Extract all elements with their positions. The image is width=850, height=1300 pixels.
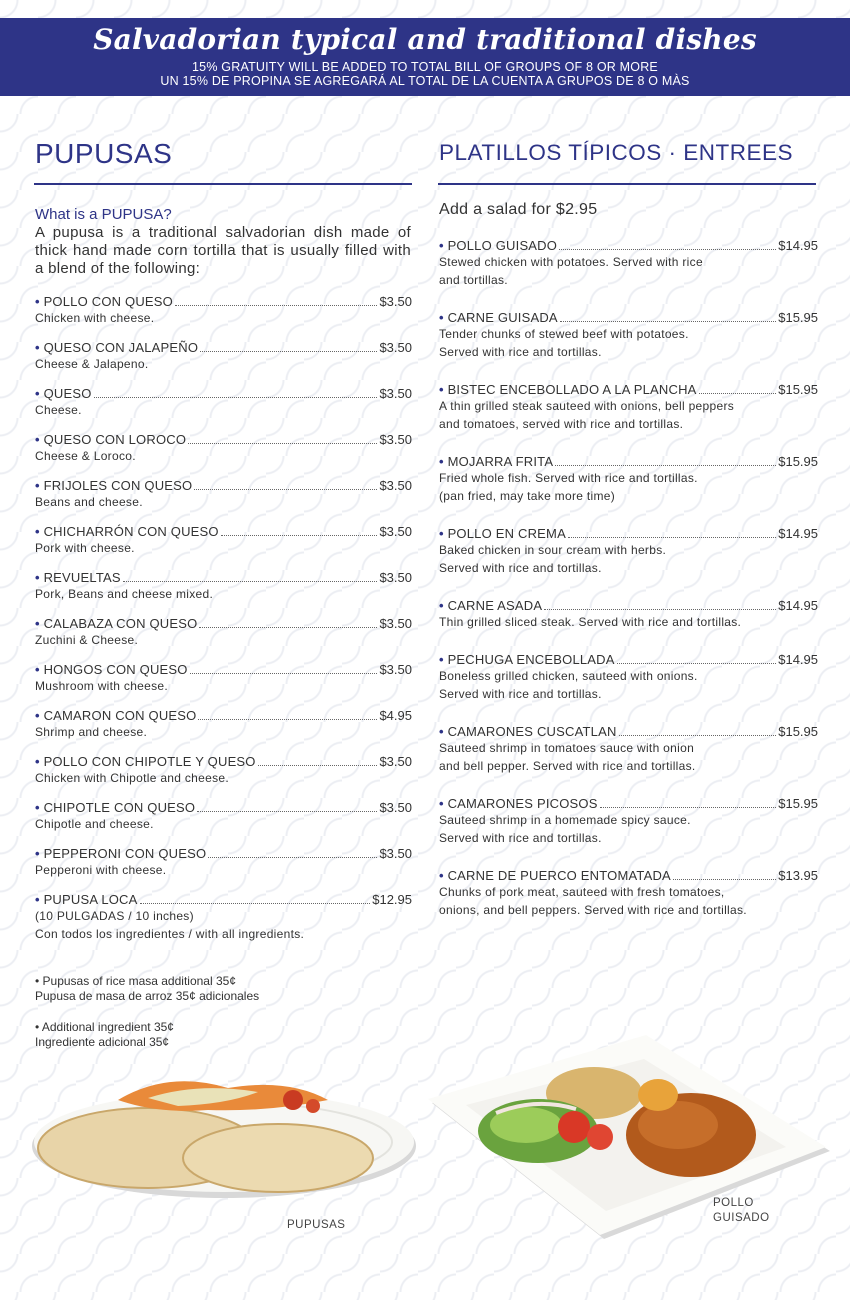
header-banner [0, 18, 850, 96]
menu-item [439, 238, 818, 289]
tomato-sauce [283, 1090, 303, 1110]
menu-item-line [35, 662, 412, 677]
menu-item-line [439, 724, 818, 739]
menu-item-name: CARNE ASADA [447, 598, 543, 613]
menu-item [35, 386, 412, 419]
menu-item [439, 868, 818, 919]
menu-item [35, 432, 412, 465]
menu-item-price: $14.95 [778, 238, 818, 253]
menu-item [35, 478, 412, 511]
menu-item-description: Shrimp and cheese. [35, 725, 148, 739]
pupusas-section [35, 138, 412, 1058]
bullet-icon: • [35, 386, 40, 401]
menu-item [439, 382, 818, 433]
menu-item-name: CAMARONES PICOSOS [447, 796, 598, 811]
menu-item-line [439, 238, 818, 253]
pupusas-photo-caption: PUPUSAS [287, 1219, 346, 1231]
pupusas-title: PUPUSAS [35, 138, 173, 169]
menu-item [439, 454, 818, 505]
pupusas-photo [28, 1070, 420, 1205]
tomato-slice-1 [558, 1111, 590, 1143]
dot-leader [140, 903, 371, 904]
menu-item-description: Chicken with cheese. [35, 311, 155, 325]
bullet-icon: • [35, 616, 40, 631]
menu-item [35, 294, 412, 327]
bullet-icon: • [439, 454, 444, 469]
pollo-guisado-photo [426, 1035, 834, 1240]
menu-item-name: QUESO CON JALAPEÑO [43, 340, 199, 355]
dot-leader [600, 807, 777, 808]
menu-item-name: CHIPOTLE CON QUESO [43, 800, 196, 815]
menu-item [35, 800, 412, 833]
menu-item-name: CAMARON CON QUESO [43, 708, 197, 723]
menu-item [35, 708, 412, 741]
menu-item-name: CALABAZA CON QUESO [43, 616, 198, 631]
menu-item [35, 892, 412, 943]
menu-item-line [35, 846, 412, 861]
menu-item-description: Cheese & Jalapeno. [35, 357, 149, 371]
menu-item-line [35, 892, 412, 907]
dot-leader [208, 857, 377, 858]
bullet-icon: • [35, 340, 40, 355]
menu-item-line [35, 478, 412, 493]
menu-item-name: FRIJOLES CON QUESO [43, 478, 193, 493]
salad-addon: Add a salad for $2.95 [439, 201, 598, 218]
menu-item-price: $3.50 [379, 294, 412, 309]
menu-item-name: PECHUGA ENCEBOLLADA [447, 652, 615, 667]
potato [638, 1079, 678, 1111]
menu-item-line [439, 652, 818, 667]
dot-leader [544, 609, 776, 610]
menu-item-description: Thin grilled sliced steak. Served with rice and tortillas. [439, 615, 742, 629]
bullet-icon: • [35, 892, 40, 907]
dot-leader [221, 535, 378, 536]
dot-leader [197, 811, 377, 812]
menu-item-description: Sauteed shrimp in tomatoes sauce with onion and bell pepper. Served with rice and tortillas. [439, 741, 696, 773]
menu-item-name: CARNE GUISADA [447, 310, 558, 325]
menu-item-line [439, 382, 818, 397]
bullet-icon: • [439, 382, 444, 397]
menu-item-line [439, 868, 818, 883]
pupusa-question: What is a PUPUSA? [35, 206, 172, 223]
menu-item-price: $15.95 [778, 724, 818, 739]
bullet-icon: • [35, 524, 40, 539]
bullet-icon: • [35, 754, 40, 769]
menu-item-name: POLLO EN CREMA [447, 526, 566, 541]
bullet-icon: • [439, 238, 444, 253]
bullet-icon: • [35, 846, 40, 861]
menu-item-price: $15.95 [778, 310, 818, 325]
menu-item [439, 310, 818, 361]
bullet-icon: • [35, 708, 40, 723]
menu-item [35, 616, 412, 649]
bullet-icon: • [439, 598, 444, 613]
dot-leader [188, 443, 377, 444]
menu-item-description: Cheese. [35, 403, 82, 417]
menu-item-description: Mushroom with cheese. [35, 679, 169, 693]
bullet-icon: • [35, 432, 40, 447]
menu-item-price: $3.50 [379, 478, 412, 493]
menu-item-description: A thin grilled steak sauteed with onions, bell peppers and tomatoes, served with rice and tortillas. [439, 399, 735, 431]
menu-item-line [35, 294, 412, 309]
menu-item-line [439, 598, 818, 613]
menu-item [35, 846, 412, 879]
menu-item-name: CARNE DE PUERCO ENTOMATADA [447, 868, 671, 883]
menu-item [439, 724, 818, 775]
menu-item-name: PEPPERONI CON QUESO [43, 846, 207, 861]
dot-leader [560, 321, 776, 322]
menu-item-description: Stewed chicken with potatoes. Served with rice and tortillas. [439, 255, 703, 287]
menu-title: Salvadorian typical and traditional dishes [93, 23, 757, 56]
menu-item-price: $3.50 [379, 846, 412, 861]
menu-item [439, 796, 818, 847]
menu-item-price: $14.95 [778, 526, 818, 541]
menu-item-price: $3.50 [379, 800, 412, 815]
rice-masa-note: • Pupusas of rice masa additional 35¢ Pupusa de masa de arroz 35¢ adicionales [35, 974, 260, 1003]
menu-item-name: QUESO CON LOROCO [43, 432, 187, 447]
dot-leader [555, 465, 776, 466]
menu-item-name: REVUELTAS [43, 570, 121, 585]
menu-item-name: POLLO GUISADO [447, 238, 558, 253]
menu-item-line [35, 754, 412, 769]
menu-item-description: Fried whole fish. Served with rice and tortillas. (pan fried, may take more time) [439, 471, 698, 503]
bullet-icon: • [35, 800, 40, 815]
menu-item [439, 652, 818, 703]
bullet-icon: • [439, 526, 444, 541]
menu-item-line [439, 454, 818, 469]
pupusas-rule [34, 183, 412, 185]
menu-item-description: Baked chicken in sour cream with herbs. Served with rice and tortillas. [439, 543, 667, 575]
menu-item-line [35, 800, 412, 815]
pollo-guisado-caption: POLLO GUISADO [713, 1197, 770, 1224]
menu-item-description: Chunks of pork meat, sauteed with fresh tomatoes, onions, and bell peppers. Served with rice and tortillas. [439, 885, 747, 917]
bullet-icon: • [439, 796, 444, 811]
menu-item-price: $3.50 [379, 570, 412, 585]
dot-leader [568, 537, 776, 538]
dot-leader [123, 581, 378, 582]
menu-item-name: POLLO CON CHIPOTLE Y QUESO [43, 754, 256, 769]
dot-leader [699, 393, 777, 394]
menu-item-line [35, 524, 412, 539]
entrees-rule [438, 183, 816, 185]
dot-leader [673, 879, 776, 880]
menu-item-line [35, 616, 412, 631]
menu-item-price: $14.95 [778, 652, 818, 667]
menu-item-price: $13.95 [778, 868, 818, 883]
menu-item [35, 340, 412, 373]
menu-item-price: $12.95 [372, 892, 412, 907]
menu-item-price: $15.95 [778, 796, 818, 811]
menu-item-description: Sauteed shrimp in a homemade spicy sauce. Served with rice and tortillas. [439, 813, 691, 845]
pupusa-intro: A pupusa is a traditional salvadorian dish made of thick hand made corn tortilla that is usually filled with a blend of the following: [35, 224, 411, 277]
menu-item [35, 570, 412, 603]
dot-leader [94, 397, 378, 398]
menu-item [439, 598, 818, 631]
menu-item-price: $15.95 [778, 382, 818, 397]
menu-item-price: $15.95 [778, 454, 818, 469]
dot-leader [190, 673, 378, 674]
dot-leader [199, 627, 377, 628]
dot-leader [258, 765, 378, 766]
menu-item-description: Pork, Beans and cheese mixed. [35, 587, 214, 601]
menu-item-line [35, 570, 412, 585]
menu-item-price: $3.50 [379, 662, 412, 677]
menu-item-name: POLLO CON QUESO [43, 294, 173, 309]
menu-item [35, 524, 412, 557]
menu-item-description: (10 PULGADAS / 10 inches) Con todos los ingredientes / with all ingredients. [35, 909, 305, 941]
gratuity-note-en: 15% GRATUITY WILL BE ADDED TO TOTAL BILL OF GROUPS OF 8 OR MORE [192, 60, 658, 74]
menu-item-line [35, 386, 412, 401]
dot-leader [200, 351, 377, 352]
menu-item-price: $14.95 [778, 598, 818, 613]
menu-item [35, 754, 412, 787]
menu-item-line [439, 796, 818, 811]
bullet-icon: • [35, 294, 40, 309]
dot-leader [198, 719, 377, 720]
menu-item-description: Beans and cheese. [35, 495, 143, 509]
menu-item-name: MOJARRA FRITA [447, 454, 554, 469]
menu-item-price: $3.50 [379, 432, 412, 447]
dot-leader [617, 663, 777, 664]
menu-item-price: $4.95 [379, 708, 412, 723]
bullet-icon: • [439, 868, 444, 883]
menu-item-description: Pork with cheese. [35, 541, 135, 555]
dot-leader [175, 305, 377, 306]
dot-leader [194, 489, 377, 490]
menu-item-description: Chipotle and cheese. [35, 817, 154, 831]
bullet-icon: • [35, 478, 40, 493]
menu-item-description: Boneless grilled chicken, sauteed with onions. Served with rice and tortillas. [439, 669, 698, 701]
bullet-icon: • [439, 652, 444, 667]
additional-ingredient-note: • Additional ingredient 35¢ Ingrediente adicional 35¢ [35, 1020, 174, 1049]
dot-leader [559, 249, 776, 250]
menu-item-line [35, 340, 412, 355]
menu-item-price: $3.50 [379, 386, 412, 401]
menu-item-line [35, 432, 412, 447]
menu-item-line [35, 708, 412, 723]
menu-item-line [439, 310, 818, 325]
menu-item-price: $3.50 [379, 754, 412, 769]
menu-item-line [439, 526, 818, 541]
menu-item-description: Pepperoni with cheese. [35, 863, 167, 877]
bullet-icon: • [439, 724, 444, 739]
menu-item-description: Chicken with Chipotle and cheese. [35, 771, 230, 785]
menu-item-description: Cheese & Loroco. [35, 449, 136, 463]
menu-item-price: $3.50 [379, 524, 412, 539]
menu-item-price: $3.50 [379, 340, 412, 355]
entrees-section [439, 140, 818, 930]
tomato-slice-2 [587, 1124, 613, 1150]
dot-leader [619, 735, 777, 736]
menu-item-description: Zuchini & Cheese. [35, 633, 139, 647]
bullet-icon: • [439, 310, 444, 325]
menu-item [439, 526, 818, 577]
menu-item [35, 662, 412, 695]
menu-item-name: CHICHARRÓN CON QUESO [43, 524, 219, 539]
entrees-title: PLATILLOS TÍPICOS · ENTREES [439, 140, 794, 165]
menu-item-name: BISTEC ENCEBOLLADO A LA PLANCHA [447, 382, 697, 397]
menu-item-name: HONGOS CON QUESO [43, 662, 188, 677]
menu-item-price: $3.50 [379, 616, 412, 631]
bullet-icon: • [35, 662, 40, 677]
menu-item-name: QUESO [43, 386, 92, 401]
gratuity-note-es: UN 15% DE PROPINA SE AGREGARÁ AL TOTAL DE LA CUENTA A GRUPOS DE 8 O MÀS [160, 74, 690, 88]
menu-item-description: Tender chunks of stewed beef with potatoes. Served with rice and tortillas. [439, 327, 689, 359]
bullet-icon: • [35, 570, 40, 585]
menu-item-name: PUPUSA LOCA [43, 892, 138, 907]
tomato-sauce-2 [306, 1099, 320, 1113]
menu-item-name: CAMARONES CUSCATLAN [447, 724, 617, 739]
